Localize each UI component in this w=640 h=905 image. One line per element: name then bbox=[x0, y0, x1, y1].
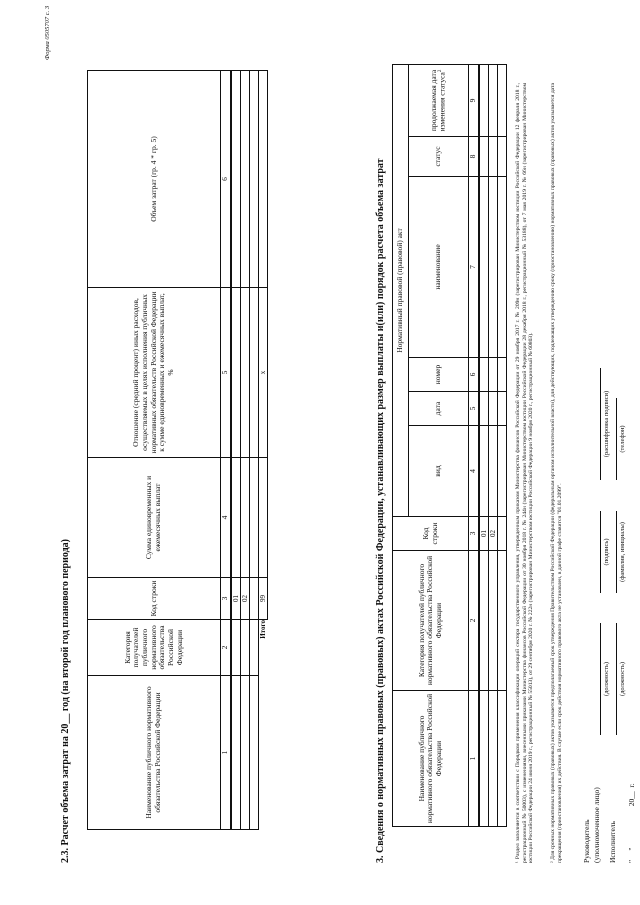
total-sum[interactable] bbox=[259, 458, 268, 578]
column-number: 7 bbox=[469, 177, 480, 358]
footnote-2: ² Для срочных нормативных правовых (правовых) актов указывается предполагаемый срок утверждения Правительством Российской Федерации (федеральным органом исполнительной власти), для действующих, подлежащих утверждению сроку (приостановлению) нормативных правовых (правовых) актов указывается дата прекращения (приостановления) их действия. В случае если срок действия нормативного правового акта не установлен, в данной графе ставится "01.01.2099". bbox=[550, 83, 563, 863]
column-number: 3 bbox=[221, 578, 232, 620]
header-code: Код строки bbox=[393, 517, 469, 551]
column-number: 1 bbox=[469, 691, 480, 827]
cell-sum[interactable] bbox=[231, 458, 241, 578]
column-number: 6 bbox=[469, 358, 480, 392]
cell-ratio[interactable] bbox=[241, 288, 250, 458]
cell-name[interactable] bbox=[479, 691, 489, 827]
column-number: 3 bbox=[469, 517, 480, 551]
header-code: Код строки bbox=[88, 578, 221, 620]
cell-number[interactable] bbox=[489, 358, 498, 392]
total-code: 99 bbox=[259, 578, 268, 620]
head-sign-caption: (подпись) bbox=[603, 538, 610, 566]
header-prolong bbox=[409, 64, 469, 136]
cell-volume[interactable] bbox=[241, 71, 250, 288]
exec-name-caption: (фамилия, инициалы) bbox=[619, 522, 626, 582]
column-number: 5 bbox=[221, 288, 232, 458]
header-title: наименование bbox=[409, 177, 469, 358]
cell-name[interactable] bbox=[498, 691, 507, 827]
head-name-line[interactable] bbox=[600, 368, 601, 480]
cell-name[interactable] bbox=[241, 676, 250, 830]
cell-category[interactable] bbox=[231, 620, 241, 676]
cell-title[interactable] bbox=[489, 177, 498, 358]
column-number: 4 bbox=[221, 458, 232, 578]
section-3-title: 3. Сведения о нормативных правовых (правовых) актах Российской Федерации, устанавливающих размер выплаты и(или) порядок расчета объема затрат bbox=[375, 158, 386, 863]
cell-category[interactable] bbox=[479, 551, 489, 691]
exec-name-line[interactable] bbox=[616, 511, 617, 593]
head-name-caption: (расшифровка подписи) bbox=[603, 390, 610, 458]
exec-phone-line[interactable] bbox=[616, 398, 617, 480]
cell-name[interactable] bbox=[250, 676, 259, 830]
header-name: Наименование публичного нормативного обязательства Российской Федерации bbox=[88, 676, 221, 830]
cell-volume[interactable] bbox=[231, 71, 241, 288]
cell-category[interactable] bbox=[498, 551, 507, 691]
exec-position-caption: (должность) bbox=[619, 661, 626, 697]
column-number: 2 bbox=[469, 551, 480, 691]
column-number: 9 bbox=[469, 64, 480, 136]
table-row bbox=[241, 71, 250, 830]
table-row bbox=[479, 64, 489, 826]
head-label: Руководитель bbox=[582, 819, 591, 863]
table-row bbox=[489, 64, 498, 826]
cell-category[interactable] bbox=[241, 620, 250, 676]
expense-calculation-table bbox=[87, 70, 268, 830]
row-code-empty bbox=[498, 517, 507, 551]
cell-kind[interactable] bbox=[479, 426, 489, 517]
exec-phone-caption: (телефон) bbox=[619, 425, 626, 453]
column-number: 6 bbox=[221, 71, 232, 288]
cell-number[interactable] bbox=[479, 358, 489, 392]
header-status: статус bbox=[409, 137, 469, 177]
column-number: 1 bbox=[221, 676, 232, 830]
footnote-1: ¹ Раздел заполняется в соответствии с Порядком применения классификации операций сектора государственного управления, утвержденным приказом Министерства финансов Российской Федерации от 29 ноября 2017 г. № 209н (зарегистрирован Министерством юстиции Российской Федерации 12 февраля 2018 г., регистрационный № 50003), с изменениями, внесенными приказами Министерства финансов Российской Федерации от 30 ноября 2018 г. № 244н (зарегистрирован Министерством юстиции Российской Федерации 28 декабря 2018 г., регистрационный № 53188), от 7 мая 2019 г. № 66н (зарегистрирован Министерством юстиции Российской Федерации 24 июня 2019 г., регистрационный № 55013), от 29 сентября 2020 г. № 222н (зарегистрирован Министерством юстиции Российской Федерации 9 ноября 2020 г., регистрационный № 60803). bbox=[515, 83, 535, 863]
header-category: Категория получателей публичного нормативного обязательства Российской Федерации bbox=[393, 551, 469, 691]
cell-kind[interactable] bbox=[498, 426, 507, 517]
header-sum: Сумма единовременных и ежемесячных выплат bbox=[88, 458, 221, 578]
cell-status[interactable] bbox=[479, 137, 489, 177]
header-date: дата bbox=[409, 392, 469, 426]
cell-name[interactable] bbox=[231, 676, 241, 830]
table-row bbox=[250, 71, 259, 830]
column-number: 8 bbox=[469, 137, 480, 177]
executor-label: Исполнитель bbox=[608, 821, 617, 863]
total-volume[interactable] bbox=[259, 71, 268, 288]
header-name: Наименование публичного нормативного обязательства Российской Федерации bbox=[393, 691, 469, 827]
cell-date[interactable] bbox=[498, 392, 507, 426]
header-category: Категория получателей публичного нормативного обязательства Российской Федерации bbox=[88, 620, 221, 676]
cell-date[interactable] bbox=[489, 392, 498, 426]
column-number: 2 bbox=[221, 620, 232, 676]
total-ratio: x bbox=[259, 288, 268, 458]
header-volume: Объем затрат (гр. 4 * гр. 5) bbox=[88, 71, 221, 288]
cell-prolong[interactable] bbox=[489, 64, 498, 136]
cell-title[interactable] bbox=[479, 177, 489, 358]
head-position-caption: (должность) bbox=[603, 661, 610, 697]
header-kind: вид bbox=[409, 426, 469, 517]
row-code: 02 bbox=[489, 517, 498, 551]
cell-name[interactable] bbox=[489, 691, 498, 827]
cell-title[interactable] bbox=[498, 177, 507, 358]
date-line[interactable]: " " 20__ г. bbox=[627, 783, 636, 863]
total-spacer bbox=[259, 676, 268, 830]
column-number: 5 bbox=[469, 392, 480, 426]
cell-prolong[interactable] bbox=[498, 64, 507, 136]
row-code: 02 bbox=[241, 578, 250, 620]
cell-status[interactable] bbox=[489, 137, 498, 177]
header-act: Нормативный правовой (правовой) акт bbox=[393, 64, 409, 516]
form-label: Форма 0505707 с. 3 bbox=[44, 5, 51, 60]
cell-category[interactable] bbox=[489, 551, 498, 691]
header-ratio: Отношение (средний процент) иных расходов, осуществляемых в целях исполнения публичных нормативных обязательств Российской Федерации к сумме единовременных и ежемесячных выплат, % bbox=[88, 288, 221, 458]
cell-prolong[interactable] bbox=[479, 64, 489, 136]
column-number: 4 bbox=[469, 426, 480, 517]
cell-ratio[interactable] bbox=[250, 288, 259, 458]
total-label: Итого bbox=[259, 620, 268, 676]
exec-position-line[interactable] bbox=[616, 623, 617, 735]
cell-date[interactable] bbox=[479, 392, 489, 426]
cell-volume[interactable] bbox=[250, 71, 259, 288]
cell-kind[interactable] bbox=[489, 426, 498, 517]
cell-number[interactable] bbox=[498, 358, 507, 392]
head-sign-line[interactable] bbox=[600, 511, 601, 593]
cell-sum[interactable] bbox=[241, 458, 250, 578]
total-row bbox=[259, 71, 268, 830]
section-2-3-title: 2.3. Расчет объема затрат на 20__ год (на второй год планового периода) bbox=[60, 539, 71, 863]
head-position-line[interactable] bbox=[600, 623, 601, 735]
footnote-ref-2: 2 bbox=[438, 69, 444, 73]
legal-acts-table bbox=[392, 64, 507, 827]
row-code: 01 bbox=[231, 578, 241, 620]
cell-sum[interactable] bbox=[250, 458, 259, 578]
table-row bbox=[498, 64, 507, 826]
cell-status[interactable] bbox=[498, 137, 507, 177]
row-code-empty bbox=[250, 578, 259, 620]
head-label-sub: (уполномоченное лицо) bbox=[592, 787, 601, 863]
cell-ratio[interactable] bbox=[231, 288, 241, 458]
header-number: номер bbox=[409, 358, 469, 392]
table-row bbox=[231, 71, 241, 830]
header-prolong-text: продолжаемая дата изменения статуса bbox=[428, 69, 447, 132]
row-code: 01 bbox=[479, 517, 489, 551]
cell-category[interactable] bbox=[250, 620, 259, 676]
